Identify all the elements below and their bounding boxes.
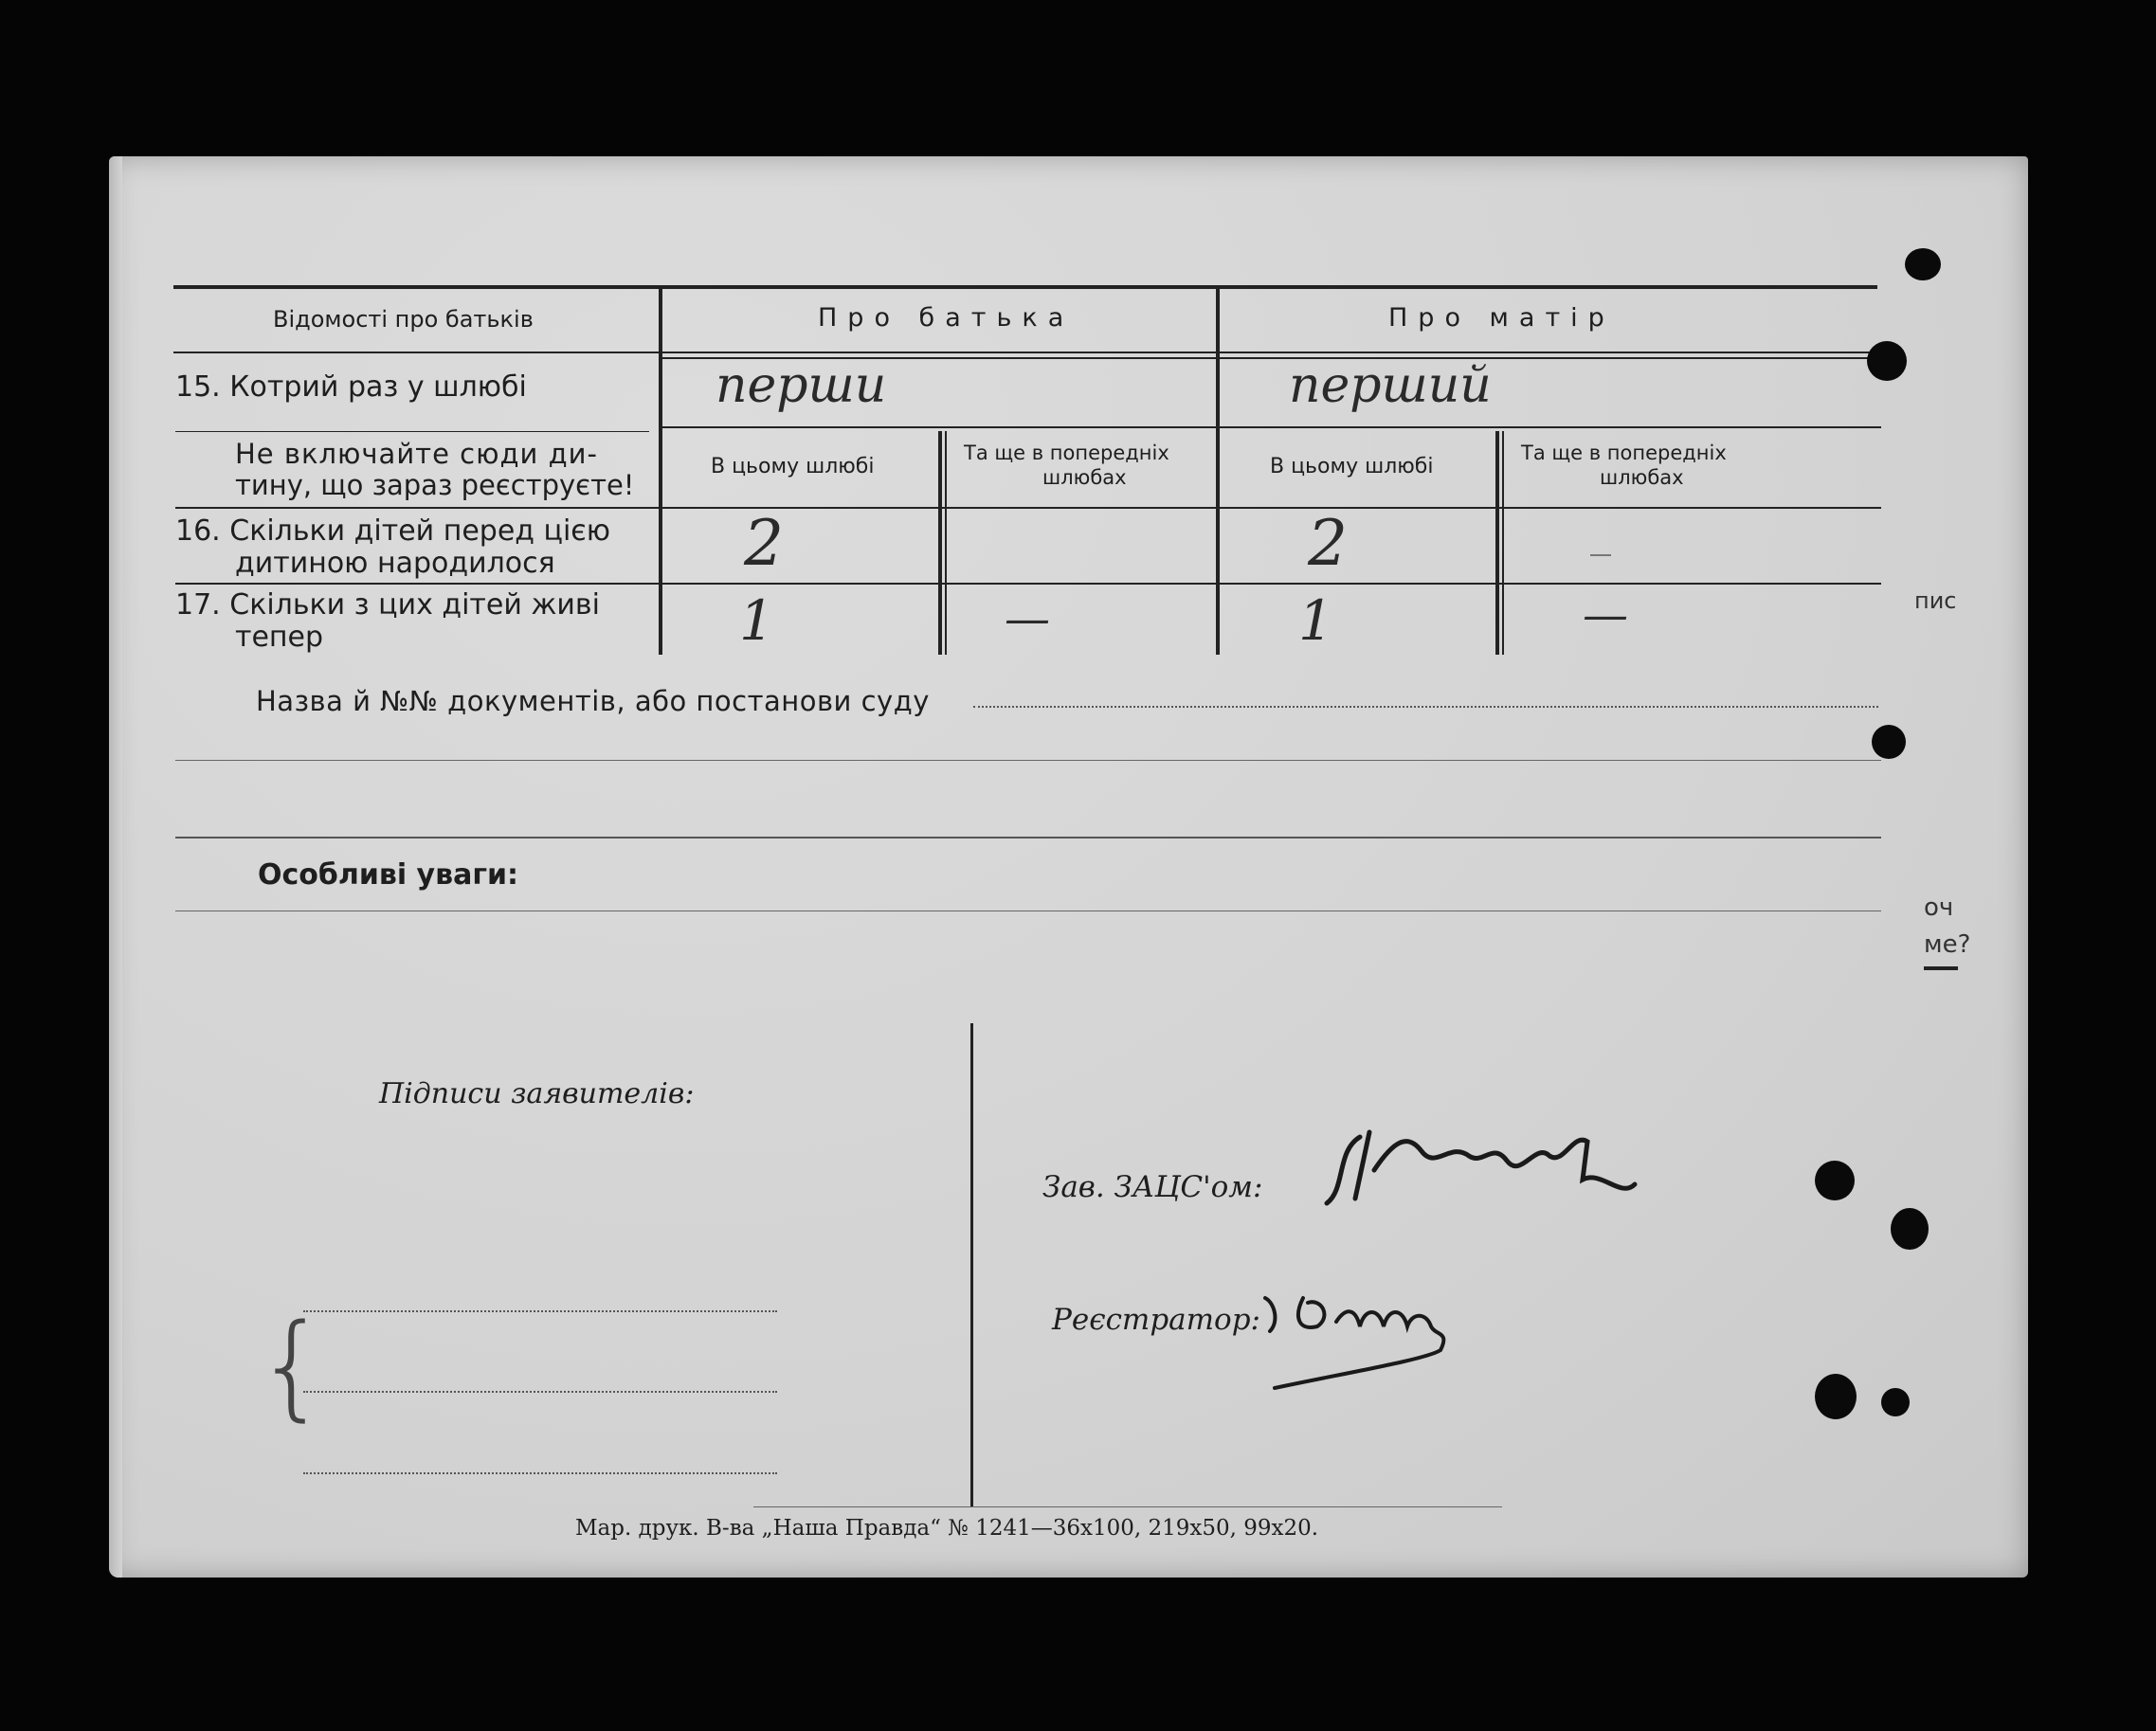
row16-mother-prev-dash <box>1590 554 1611 556</box>
documents-label: Назва й №№ документів, або постанови суду <box>256 685 930 717</box>
registrar-signature <box>1246 1284 1549 1397</box>
edge-text-2: оч <box>1924 893 1954 922</box>
row15-mother-value: перший <box>1289 357 1492 414</box>
signatures-divider <box>970 1023 973 1506</box>
col-divider-1 <box>659 289 662 655</box>
bottom-rule <box>753 1506 1502 1507</box>
documents-line-2 <box>175 760 1881 761</box>
mother-sub-current: В цьому шлюбі <box>1270 455 1434 478</box>
punch-hole-1 <box>1905 248 1941 280</box>
documents-dotted-line <box>973 706 1878 708</box>
folded-edge <box>109 156 122 1578</box>
note-line-1: Не включайте сюди ди- <box>235 438 598 470</box>
father-sub-previous-2: шлюбах <box>1042 466 1127 489</box>
special-notes-label: Особливі уваги: <box>258 858 519 892</box>
table-top-rule <box>173 285 1877 289</box>
documents-line-3 <box>175 837 1881 838</box>
row17-mother-previous: — <box>1583 588 1628 641</box>
printer-line: Мар. друк. В-ва „Наша Правда“ № 1241—36х100, 219х50, 99х20. <box>575 1516 1319 1541</box>
punch-hole-4 <box>1815 1161 1855 1200</box>
row17-father-current: 1 <box>739 588 774 653</box>
punch-hole-5 <box>1891 1208 1929 1250</box>
punch-hole-7 <box>1881 1388 1910 1416</box>
applicants-brace: { <box>256 1301 329 1433</box>
row15-label: 15. Котрий раз у шлюбі <box>175 370 527 404</box>
row15-left-rule <box>175 431 649 432</box>
applicant-signature-line-2 <box>303 1391 777 1393</box>
punch-hole-2 <box>1867 341 1907 381</box>
col-divider-2 <box>938 431 942 655</box>
row15-father-value: перши <box>716 357 887 414</box>
father-sub-current: В цьому шлюбі <box>711 455 875 478</box>
row16-mother-current: 2 <box>1308 507 1348 580</box>
row17-label-1: 17. Скільки з цих дітей живі <box>175 588 600 622</box>
head-signature <box>1317 1113 1677 1217</box>
col-divider-2b <box>945 431 947 655</box>
col-divider-3 <box>1216 289 1220 655</box>
note-line-2: тину, що зараз реєструєте! <box>235 469 635 501</box>
row16-rule <box>175 583 1881 585</box>
punch-hole-6 <box>1815 1374 1857 1419</box>
row16-label-2: дитиною народилося <box>235 547 555 580</box>
mother-sub-previous-1: Та ще в попередніх <box>1521 442 1727 464</box>
header-about-father: Про батька <box>818 303 1075 333</box>
applicant-signature-line-1 <box>303 1310 777 1312</box>
col-divider-4b <box>1502 431 1504 655</box>
edge-underline <box>1924 966 1958 970</box>
mother-sub-previous-2: шлюбах <box>1600 466 1684 489</box>
head-label: Зав. ЗАЦС'ом: <box>1042 1170 1263 1204</box>
edge-text-3: ме? <box>1924 930 1971 959</box>
row17-mother-current: 1 <box>1298 588 1333 653</box>
header-parents-info: Відомості про батьків <box>273 306 534 333</box>
registrar-label: Реєстратор: <box>1052 1303 1260 1337</box>
row17-label-2: тепер <box>235 621 324 654</box>
row16-father-current: 2 <box>744 507 784 580</box>
punch-hole-3 <box>1872 725 1906 759</box>
header-about-mother: Про матір <box>1388 303 1615 333</box>
applicant-signature-line-3 <box>303 1472 777 1474</box>
registration-card <box>109 156 2028 1578</box>
edge-text-1: пис <box>1914 587 1957 614</box>
header-bottom-rule <box>173 352 1879 353</box>
note-row-rule <box>175 507 1881 509</box>
applicants-signatures-label: Підписи заявителів: <box>379 1077 695 1110</box>
row17-father-previous: — <box>1005 592 1050 645</box>
col-divider-4 <box>1495 431 1499 655</box>
father-sub-previous-1: Та ще в попередніх <box>964 442 1169 464</box>
row15-rule <box>659 426 1881 428</box>
row16-label-1: 16. Скільки дітей перед цією <box>175 514 611 548</box>
